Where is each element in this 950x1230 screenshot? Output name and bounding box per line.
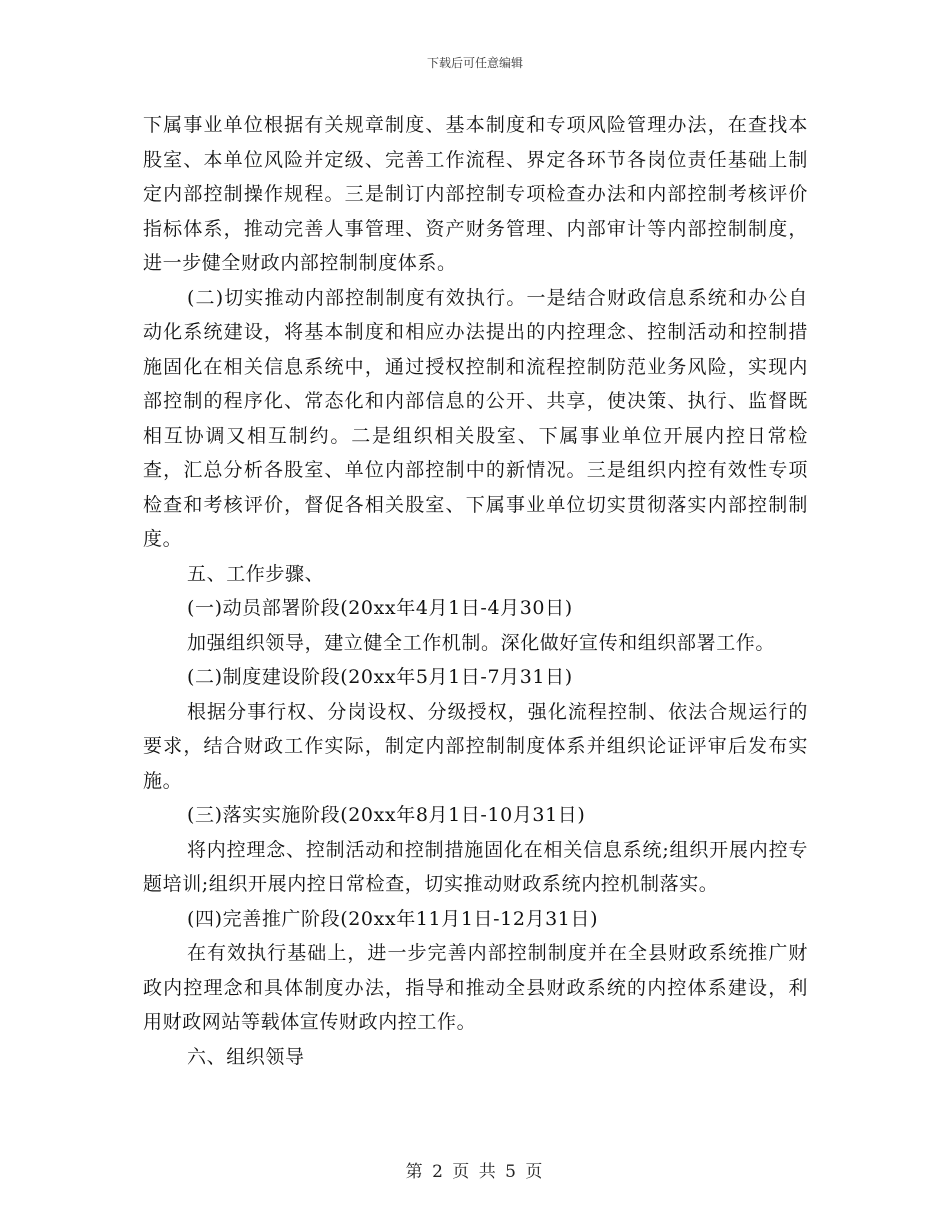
page-header: 下载后可任意编辑 xyxy=(426,56,523,70)
heading-work-steps: 五、工作步骤、 xyxy=(187,562,325,585)
paragraph-continuation: 下属事业单位根据有关规章制度、基本制度和专项风险管理办法，在查找本股室、本单位风险并定级、完善工作流程、界定各环节各岗位责任基础上制定内部控制操作规程。三是制订内部控制专项检查办法和内部控制考核评价指标体系，推动完善人事管理、资产财务管理、内部审计等内部控制制度，进一步健全财政内部控制制度体系。 xyxy=(143,114,808,274)
paragraph-stage-1: 加强组织领导，建立健全工作机制。深化做好宣传和组织部署工作。 xyxy=(187,631,776,654)
heading-stage-3: (三)落实实施阶段(20xx年8月1日-10月31日) xyxy=(187,804,586,826)
document-body xyxy=(143,108,808,1074)
heading-organization: 六、组织领导 xyxy=(187,1045,305,1068)
heading-stage-1: (一)动员部署阶段(20xx年4月1日-4月30日) xyxy=(187,597,573,619)
heading-stage-2: (二)制度建设阶段(20xx年5月1日-7月31日) xyxy=(187,666,573,688)
paragraph-section-2: (二)切实推动内部控制制度有效执行。一是结合财政信息系统和办公自动化系统建设，将基本制度和相应办法提出的内控理念、控制活动和控制措施固化在相关信息系统中，通过授权控制和流程控制防范业务风险，实现内部控制的程序化、常态化和内部信息的公开、共享，使决策、执行、监督既相互协调又相互制约。二是组织相关股室、下属事业单位开展内控日常检查，汇总分析各股室、单位内部控制中的新情况。三是组织内控有效性专项检查和考核评价，督促各相关股室、下属事业单位切实贯彻落实内部控制制度。 xyxy=(143,286,808,550)
paragraph-stage-2: 根据分事行权、分岗设权、分级授权，强化流程控制、依法合规运行的要求，结合财政工作实际，制定内部控制制度体系并组织论证评审后发布实施。 xyxy=(143,700,808,792)
paragraph-stage-3: 将内控理念、控制活动和控制措施固化在相关信息系统;组织开展内控专题培训;组织开展内控日常检查，切实推动财政系统内控机制落实。 xyxy=(143,838,808,895)
paragraph-stage-4: 在有效执行基础上，进一步完善内部控制制度并在全县财政系统推广财政内控理念和具体制度办法，指导和推动全县财政系统的内控体系建设，利用财政网站等载体宣传财政内控工作。 xyxy=(143,942,808,1033)
heading-stage-4: (四)完善推广阶段(20xx年11月1日-12月31日) xyxy=(187,907,599,930)
page-footer: 第 2 页 共 5 页 xyxy=(405,1162,545,1182)
